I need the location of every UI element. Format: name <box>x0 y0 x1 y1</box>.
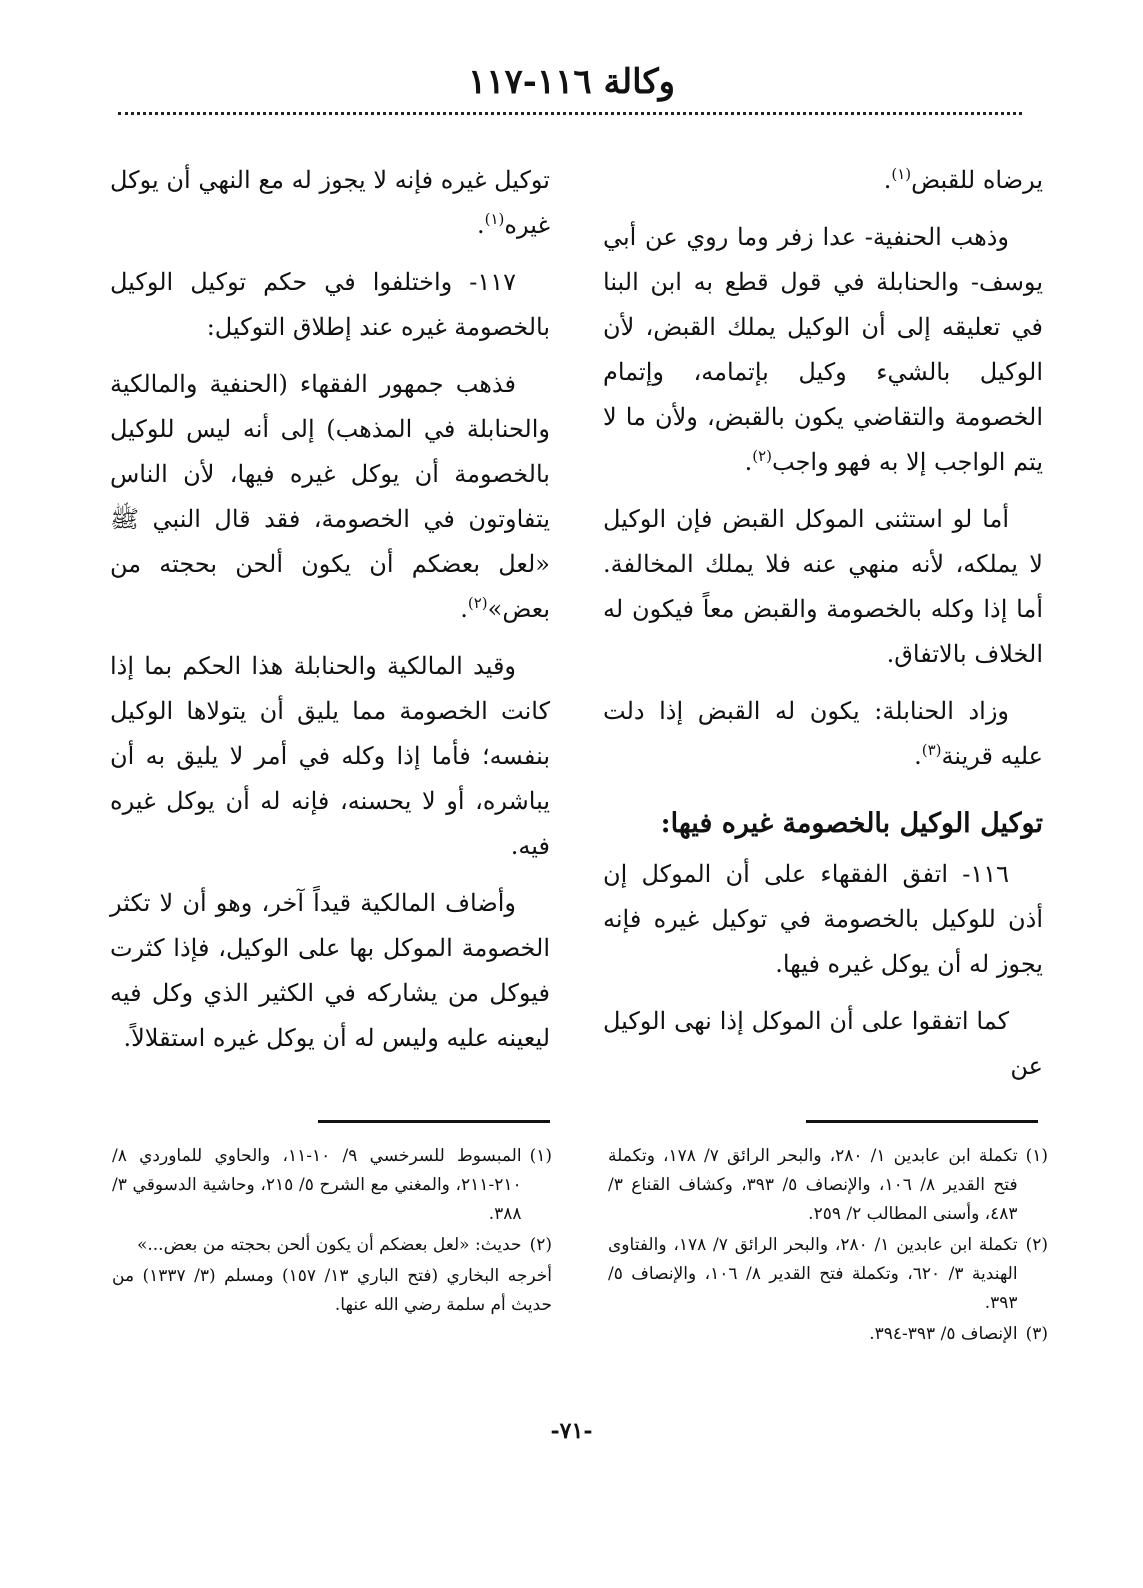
footnotes-right <box>608 1142 1048 1351</box>
footnote-ref: (١) <box>484 210 505 228</box>
right-text-column <box>603 158 1043 1101</box>
left-paragraph-1: توكيل غيره فإنه لا يجوز له مع النهي أن يوكل غيره$^{(١)}$. <box>110 166 550 239</box>
right-paragraph-1: يرضاه للقبض$^{(١)}$. <box>883 165 1043 194</box>
page-number: -٧١- <box>550 1418 593 1444</box>
footnote-item: (١) المبسوط للسرخسي ٩/ ١٠-١١، والحاوي للماوردي ٨/ ٢١٠-٢١١، والمغني مع الشرح ٥/ ٢١٥، وحاشية الدسوقي ٣/ ٣٨٨. <box>112 1146 552 1224</box>
footnote-item: (٣) الإنصاف ٥/ ٣٩٣-٣٩٤. <box>869 1324 1048 1344</box>
right-paragraph-6: كما اتفقوا على أن الموكل إذا نهى الوكيل عن <box>603 1007 1043 1080</box>
left-paragraph-3: فذهب جمهور الفقهاء (الحنفية والمالكية والحنابلة في المذهب) إلى أنه ليس للوكيل بالخصومة أن يوكل غيره فيها، لأن الناس يتفاوتون في الخصومة، فقد قال النبي ﷺ «لعل بعضكم أن يكون ألحن بحجته من بعض»$^{(٢)}$. <box>110 370 550 623</box>
section-heading: توكيل الوكيل بالخصومة غيره فيها: <box>660 808 1043 839</box>
footnote-continuation: أخرجه البخاري (فتح الباري ١٣/ ١٥٧) ومسلم (٣/ ١٣٣٧) من حديث أم سلمة رضي الله عنها. <box>112 1266 552 1315</box>
footnote-ref: (٢) <box>752 447 773 465</box>
footnote-ref: (١) <box>891 165 912 183</box>
right-paragraph-2: وذهب الحنفية- عدا زفر وما روي عن أبي يوسف- والحنابلة في قول قطع به ابن البنا في تعليقه إلى أن الوكيل يملك القبض، لأن الوكيل بالشيء وكيل بإتمامه، وإتمام الخصومة والتقاضي يكون بالقبض، ولأن ما لا يتم الواجب إلا به فهو واجب$^{(٢)}$. <box>603 223 1043 476</box>
footnote-separator-left <box>318 1120 550 1123</box>
left-text-column <box>110 158 550 1073</box>
right-paragraph-5: ١١٦- اتفق الفقهاء على أن الموكل إن أذن للوكيل بالخصومة في توكيل غيره فإنه يجوز له أن يوكل غيره فيها. <box>603 860 1043 978</box>
right-paragraph-4: وزاد الحنابلة: يكون له القبض إذا دلت عليه قرينة$^{(٣)}$. <box>603 697 1043 770</box>
left-paragraph-2: ١١٧- واختلفوا في حكم توكيل الوكيل بالخصومة غيره عند إطلاق التوكيل: <box>110 268 550 341</box>
page-header-title: وكالة ١١٦-١١٧ <box>467 62 676 102</box>
left-paragraph-4: وقيد المالكية والحنابلة هذا الحكم بما إذا كانت الخصومة مما يليق أن يتولاها الوكيل بنفسه؛ فأما إذا وكله في أمر لا يليق به أن يباشره، أو لا يحسنه، فإنه له أن يوكل غيره فيه. <box>110 652 550 860</box>
footnote-ref: (٢) <box>467 594 488 612</box>
left-paragraph-5: وأضاف المالكية قيداً آخر، وهو أن لا تكثر الخصومة الموكل بها على الوكيل، فإذا كثرت فيوكل من يشاركه في الكثير الذي وكل فيه ليعينه عليه وليس له أن يوكل غيره استقلالاً. <box>110 889 550 1052</box>
footnote-item: (٢) تكملة ابن عابدين ١/ ٢٨٠، والبحر الرائق ٧/ ١٧٨، والفتاوى الهندية ٣/ ٦٢٠، وتكملة فتح القدير ٨/ ١٠٦، والإنصاف ٥/ ٣٩٣. <box>608 1235 1048 1313</box>
footnote-ref: (٣) <box>921 741 942 759</box>
footnote-separator-right <box>806 1120 1038 1123</box>
right-paragraph-3: أما لو استثنى الموكل القبض فإن الوكيل لا يملكه، لأنه منهي عنه فلا يملك المخالفة. أما إذا وكله بالخصومة والقبض معاً فيكون له الخلاف بالاتفاق. <box>603 505 1043 668</box>
header-dotted-divider <box>118 112 1022 115</box>
footnote-item: (٢) حديث: «لعل بعضكم أن يكون ألحن بحجته من بعض...» <box>136 1235 552 1255</box>
footnote-item: (١) تكملة ابن عابدين ١/ ٢٨٠، والبحر الرائق ٧/ ١٧٨، وتكملة فتح القدير ٨/ ١٠٦، والإنصاف ٥/ ٣٩٣، وكشاف القناع ٣/ ٤٨٣، وأسنى المطالب ٢/ ٢٥٩. <box>608 1146 1048 1224</box>
footnotes-left <box>112 1142 552 1320</box>
